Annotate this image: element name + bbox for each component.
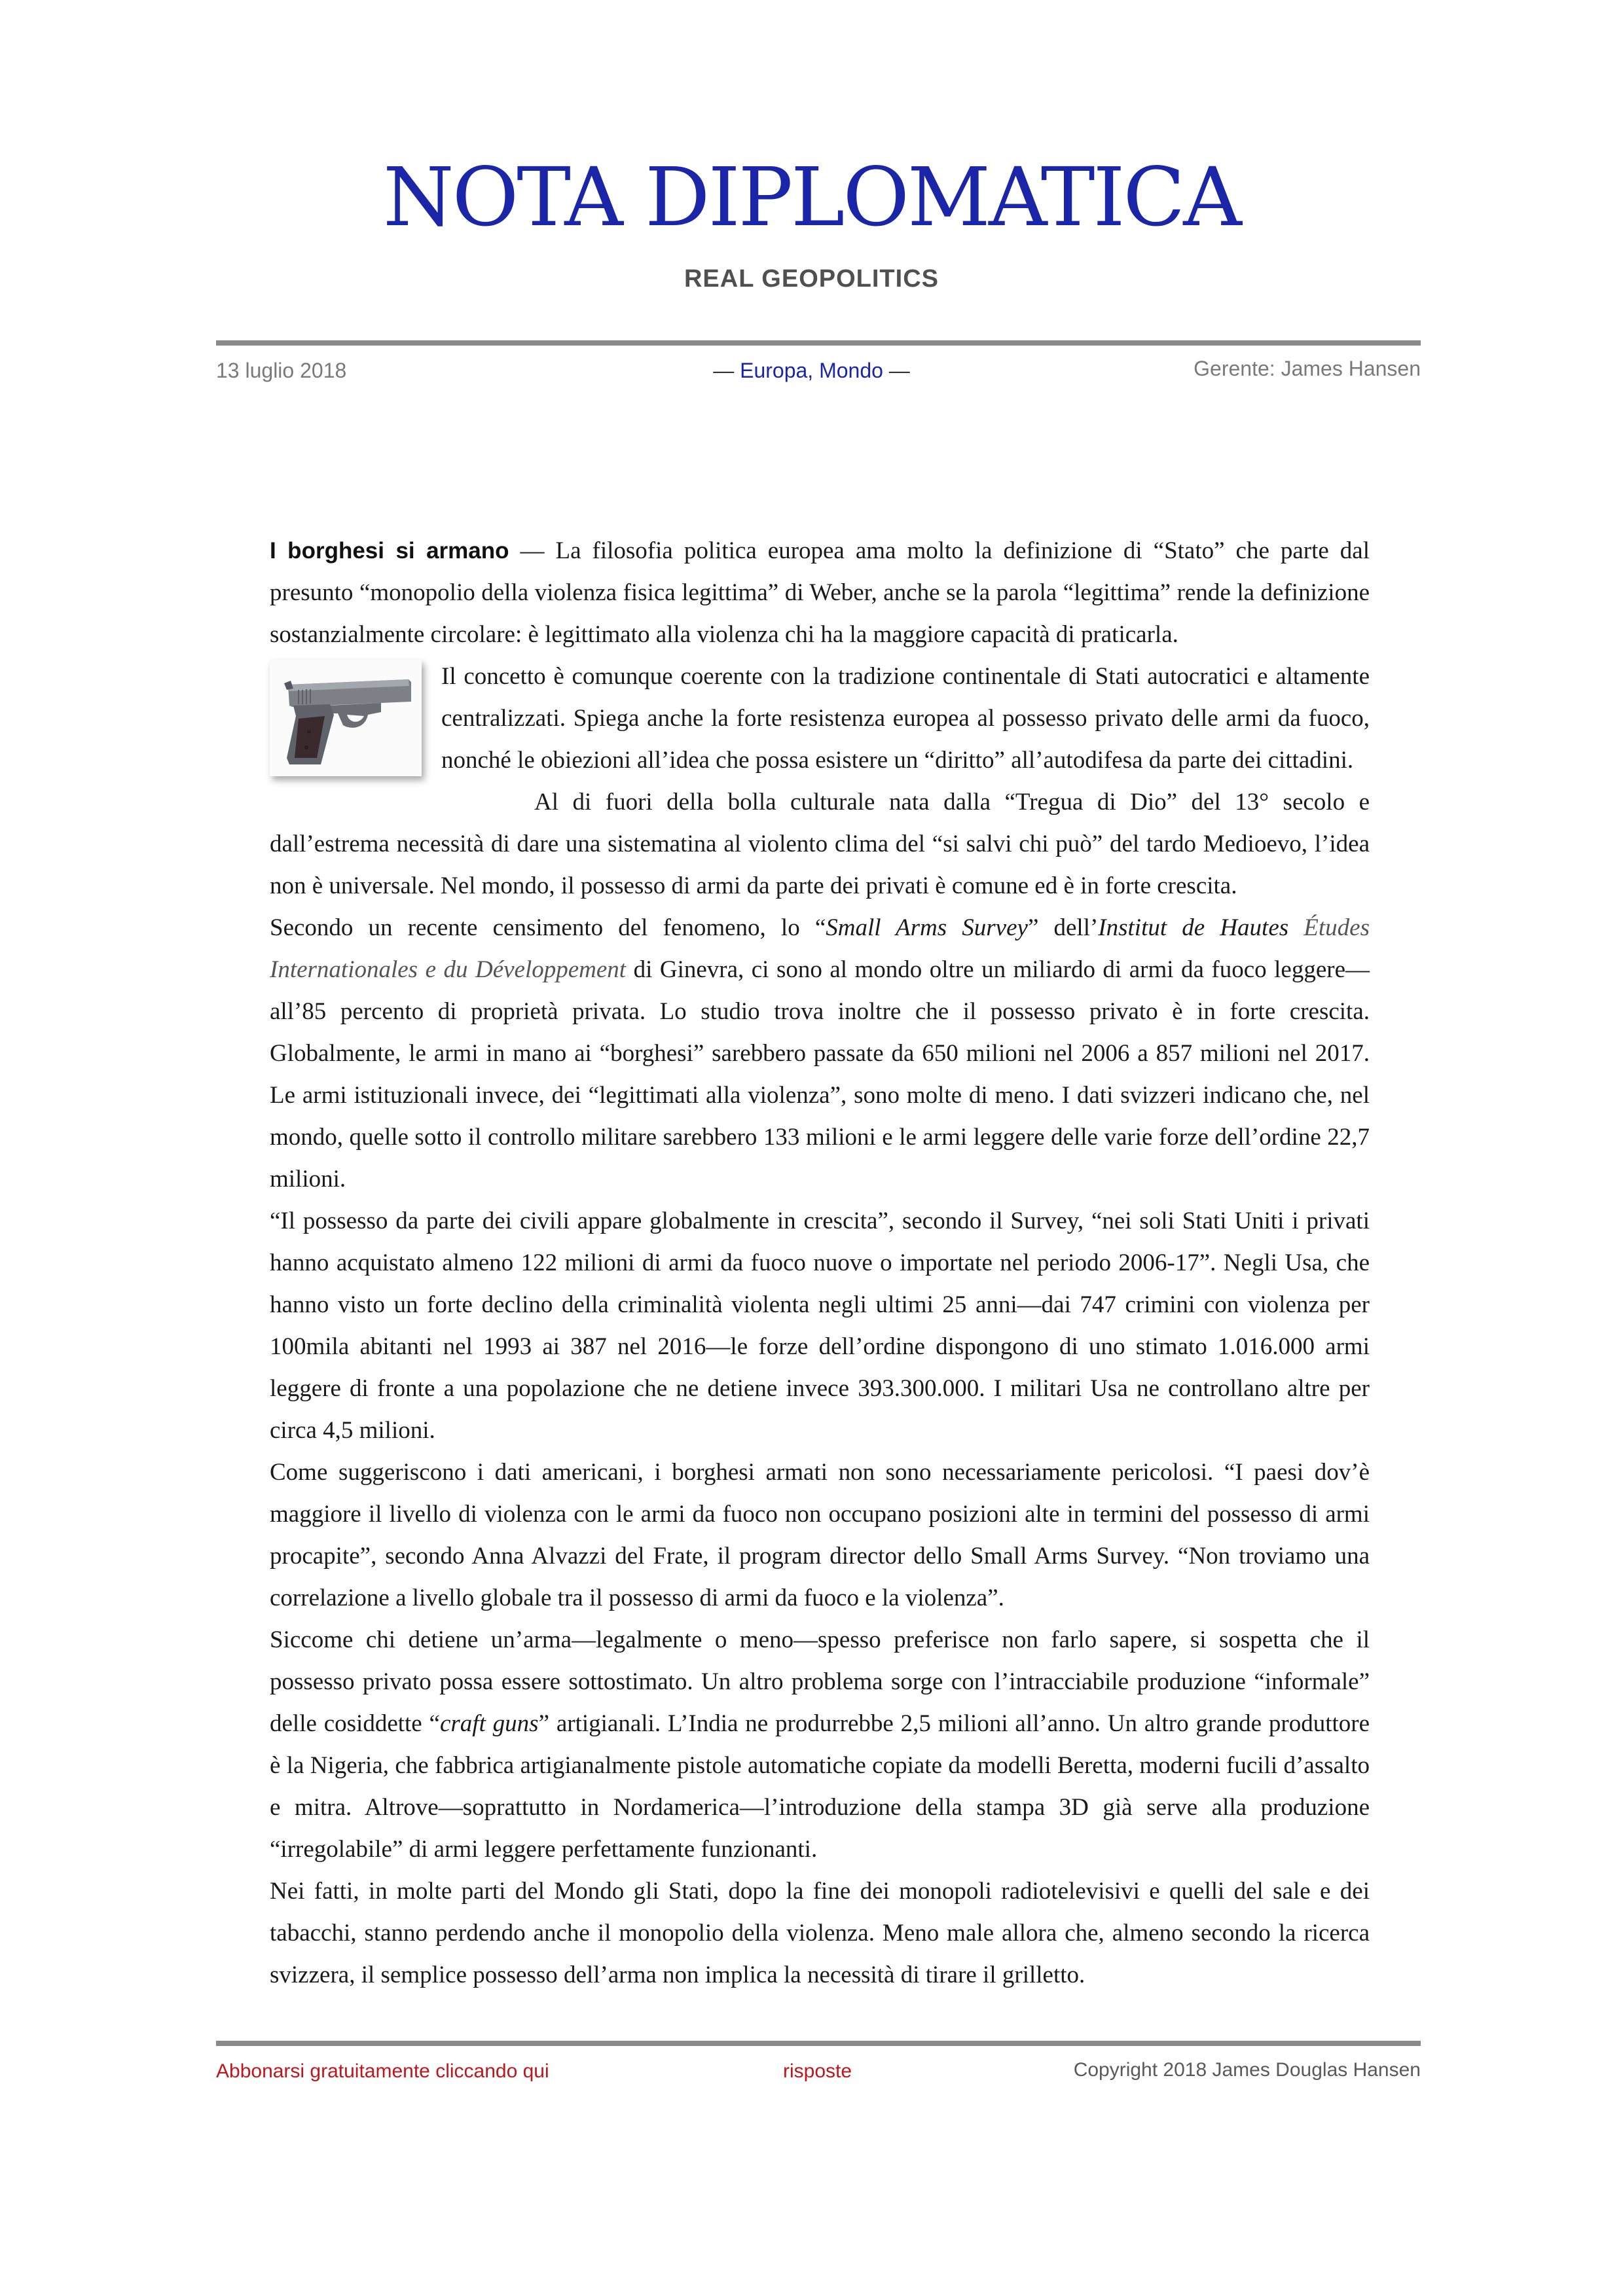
image-wrap-region	[363, 656, 1370, 781]
article-body	[270, 530, 1370, 1996]
paragraph-7	[270, 1619, 1370, 1871]
region-prefix: —	[713, 359, 740, 382]
lead-dash: —	[509, 537, 556, 564]
pistol-icon	[270, 660, 422, 776]
paragraph-1-text: La filosofia politica europea ama molto la definizione di “Stato” che parte dal presunto “monopolio della violenza fisica legittima” di Weber, anche se la parola “legittima” rende la definizione sostanzialmente circolare: è legittimato alla violenza chi ha la maggiore capacità di praticarla.	[270, 537, 1370, 648]
paragraph-8: Nei fatti, in molte parti del Mondo gli Stati, dopo la fine dei monopoli radiotelevisivi e quelli del sale e dei tabacchi, stanno perdendo anche il monopolio della violenza. Meno male allora che, almeno secondo la ricerca svizzera, il semplice possesso dell’arma non implica la necessità di tirare il grilletto.	[270, 1878, 1370, 1988]
p4-intro: Secondo un recente censimento del fenomeno, lo “	[270, 914, 826, 941]
footer-divider	[216, 2041, 1421, 2046]
masthead-title: NOTA DIPLOMATICA	[383, 151, 1240, 245]
p7-intro: Siccome chi detiene un’arma—legalmente o meno—spesso preferisce non farlo sapere, si sospetta che il possesso privato possa essere sottostimato. Un altro problema sorge con l’intracciabile produzione “informale” delle cosiddette “	[270, 1626, 1370, 1737]
replies-link[interactable]: risposte	[783, 2060, 852, 2082]
masthead-subtitle: REAL GEOPOLITICS	[684, 265, 939, 293]
craft-guns-term: craft guns	[439, 1710, 539, 1737]
p4-body: di Ginevra, ci sono al mondo oltre un miliardo di armi da fuoco leggere—all’85 percento di proprietà privata. Lo studio trova inoltre che il possesso privato è in forte crescita. Globalmente, le armi in mano ai “borghesi” sarebbero passate da 650 milioni nel 2006 a 857 milioni nel 2017. Le armi istituzionali invece, dei “legittimati alla violenza”, sono molte di meno. I dati svizzeri indicano che, nel mondo, quelle sotto il controllo militare sarebbero 133 milioni e le armi leggere delle varie forze dell’ordine 22,7 milioni.	[270, 956, 1370, 1193]
pistol-image	[270, 660, 422, 776]
paragraph-5: “Il possesso da parte dei civili appare globalmente in crescita”, secondo il Survey, “nei soli Stati Uniti i privati hanno acquistato almeno 122 milioni di armi da fuoco nuove o importate nel periodo 2006-17”. Negli Usa, che hanno visto un forte declino della criminalità violenta negli ultimi 25 anni—dai 747 crimini con violenza per 100mila abitanti nel 1993 ai 387 nel 2016—le forze dell’ordine dispongono di uno stimato 1.016.000 armi leggere di fronte a una popolazione che ne detiene invece 393.300.000. I militari Usa ne controllano altre per circa 4,5 milioni.	[270, 1208, 1370, 1444]
paragraph-3: Al di fuori della bolla culturale nata dalla “Tregua di Dio” del 13° secolo e dall’estrema necessità di dare una sistematina al violento clima del “si salvi chi può” del tardo Medioevo, l’idea non è universale. Nel mondo, il possesso di armi da parte dei privati è comune ed è in forte crescita.	[270, 789, 1370, 899]
p4-connector: ” dell’	[1027, 914, 1099, 941]
manager-credit: Gerente: James Hansen	[1194, 357, 1421, 380]
p7-body: ” artigianali. L’India ne produrrebbe 2,5 milioni all’anno. Un altro grande produttore è la Nigeria, che fabbrica artigianalmente pistole automatiche copiate da modelli Beretta, moderni fucili d’assalto e mitra. Altrove—soprattutto in Nordamerica—l’introduzione della stampa 3D già serve alla produzione “irregolabile” di armi leggere perfettamente funzionanti.	[270, 1710, 1370, 1863]
header-divider	[216, 340, 1421, 346]
copyright-notice: Copyright 2018 James Douglas Hansen	[1073, 2059, 1421, 2081]
institut-name-a: Institut de Hautes	[1098, 914, 1304, 941]
institut-name-b: Études Internationales e du Développement	[270, 914, 1370, 983]
publication-date: 13 luglio 2018	[216, 359, 347, 382]
subscribe-link[interactable]: Abbonarsi gratuitamente cliccando qui	[216, 2060, 549, 2082]
paragraph-4	[270, 907, 1370, 1200]
region-suffix: —	[883, 359, 910, 382]
paragraph-1	[270, 530, 1370, 656]
lead-title: I borghesi si armano	[270, 538, 509, 564]
paragraph-2: Il concetto è comunque coerente con la tradizione continentale di Stati autocratici e altamente centralizzati. Spiega anche la forte resistenza europea al possesso privato delle armi da fuoco, nonché le obiezioni all’idea che possa esistere un “diritto” all’autodifesa da parte dei cittadini.	[441, 663, 1370, 774]
paragraph-6: Come suggeriscono i dati americani, i borghesi armati non sono necessariamente pericolosi. “I paesi dov’è maggiore il livello di violenza con le armi da fuoco non occupano posizioni alte in termini del possesso di armi procapite”, secondo Anna Alvazzi del Frate, il program director dello Small Arms Survey. “Non troviamo una correlazione a livello globale tra il possesso di armi da fuoco e la violenza”.	[270, 1459, 1370, 1611]
survey-name: Small Arms Survey	[826, 914, 1028, 941]
region-link[interactable]: Europa, Mondo	[740, 359, 883, 382]
